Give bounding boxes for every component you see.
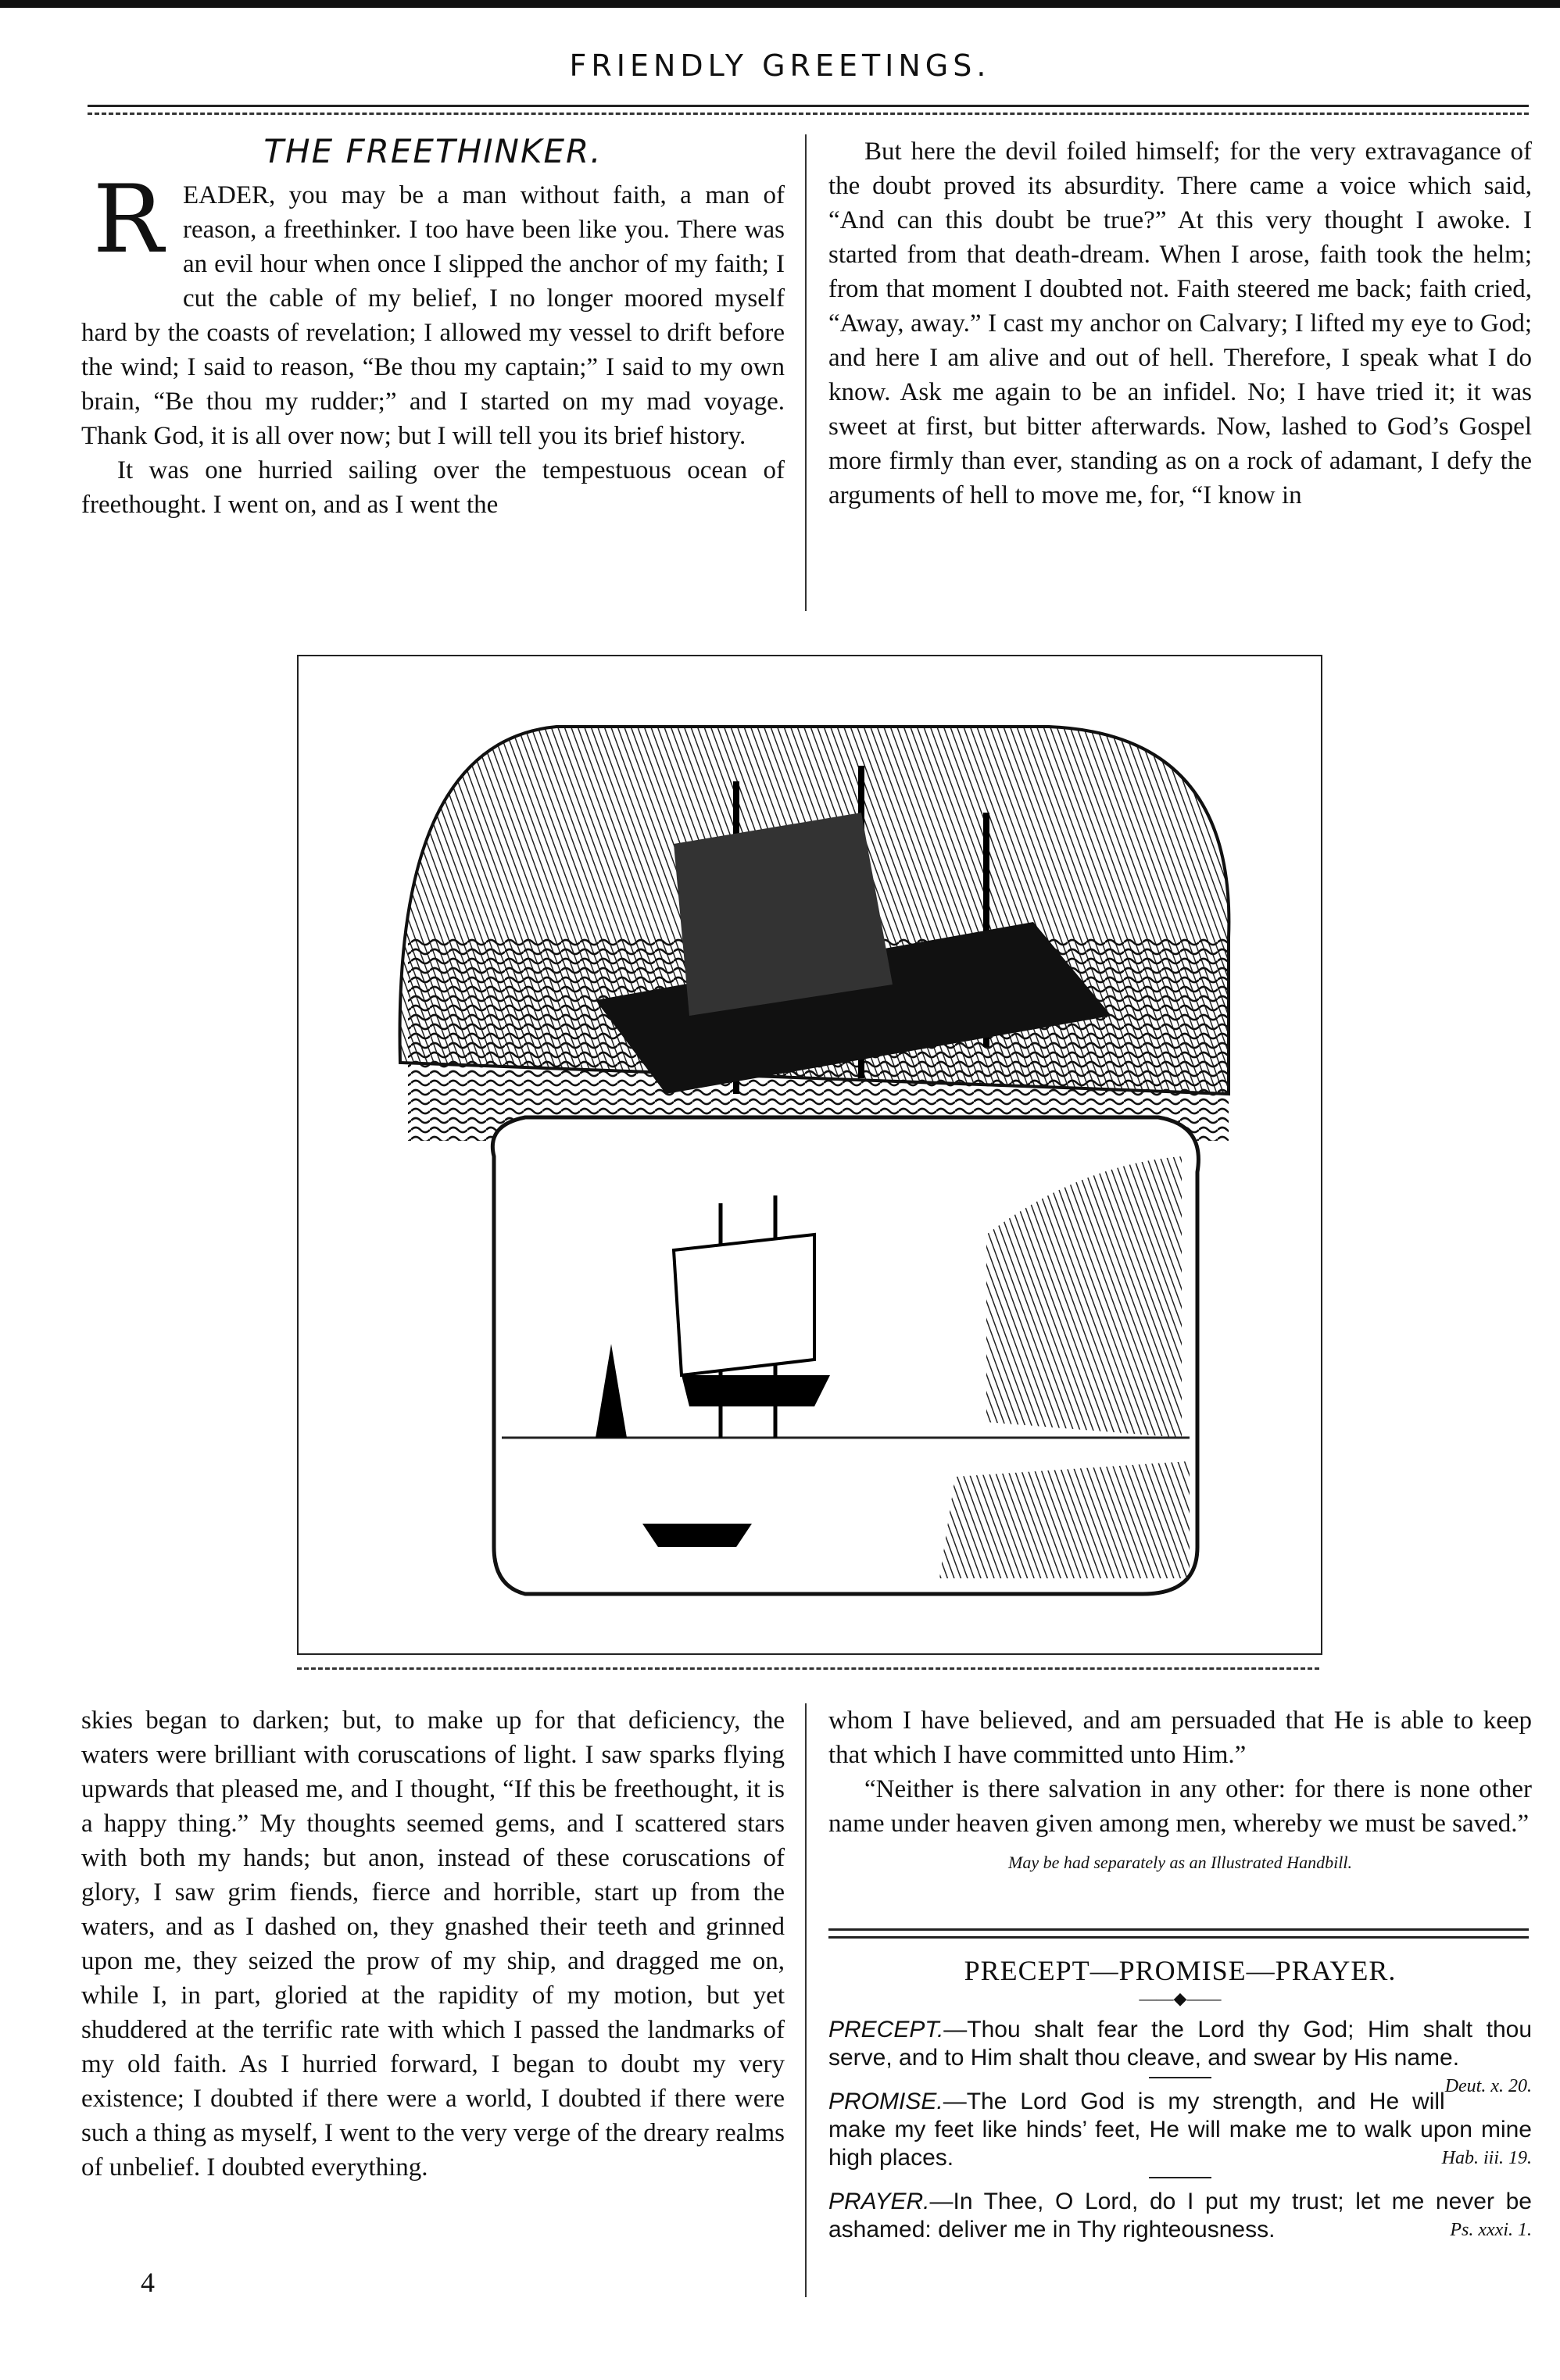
precept-separator <box>1149 2077 1211 2078</box>
article-column-2 <box>828 134 1532 513</box>
prayer-block <box>828 2188 1532 2244</box>
top-border <box>0 0 1560 8</box>
ppp-rule-1 <box>828 1928 1529 1931</box>
paragraph-1: EADER, you may be a man without faith, a man of reason, a freethinker. I too have been like you. There was an evil hour when once I slipped the anchor of my faith; I cut the cable of my belief, I no longer moored myself hard by the coasts of revelation; I allowed my vessel to drift before the wind; I said to reason, “Be thou my captain;” I said to my own brain, “Be thou my rudder;” and I started on my mad voyage. Thank God, it is all over now; but I will tell you its brief history. <box>81 181 785 450</box>
prayer-ref: Ps. xxxi. 1. <box>1450 2220 1532 2240</box>
article-title: THE FREETHINKER. <box>263 132 603 170</box>
paragraph-5: whom I have believed, and am persuaded that He is able to keep that which I have committed unto Him.” <box>828 1706 1532 1769</box>
prayer-text: —In Thee, O Lord, do I put my trust; let me never be ashamed: deliver me in Thy righteousness. <box>828 2189 1532 2242</box>
illustration-rule-bottom <box>297 1667 1319 1670</box>
page-header: FRIENDLY GREETINGS. <box>569 48 991 83</box>
article-column-1 <box>81 134 785 522</box>
ppp-section <box>828 1953 1532 2244</box>
column-divider-top <box>805 134 807 611</box>
article-column-3 <box>81 1703 785 2185</box>
paragraph-4: skies began to darken; but, to make up for that deficiency, the waters were brilliant with coruscations of light. I saw sparks flying upwards that pleased me, and I thought, “If this be freethought, it is a happy thing.” My thoughts seemed gems, and I scattered stars with both my hands; but anon, instead of these coruscations of glory, I saw grim fiends, fierce and horrible, start up from the waters, and as I dashed on, they gnashed their teeth and grinned upon me, they seized the prow of my ship, and dragged me on, while I, in part, gloried at the rapidity of my motion, but yet shuddered at the terrific rate with which I passed the landmarks of my old faith. As I hurried forward, I began to doubt my very existence; I doubted if there were a world, I doubted if there were such a thing as myself, I went to the very verge of the dreary realms of unbelief. I doubted everything. <box>81 1706 785 2182</box>
handbill-credit: May be had separately as an Illustrated Handbill. <box>1008 1853 1352 1872</box>
paragraph-6: “Neither is there salvation in any other: for there is none other name under heaven given among men, whereby we must be saved.” <box>828 1775 1532 1838</box>
header-rule-2 <box>88 113 1529 115</box>
drop-cap: R <box>92 166 164 274</box>
prayer-label: PRAYER. <box>828 2189 930 2214</box>
ship-illustration <box>297 655 1322 1655</box>
ship-in-storm-engraving-icon <box>299 656 1321 1653</box>
paragraph-3: But here the devil foiled himself; for the very extravagance of the doubt proved its absurdity. There came a voice which said, “And can this doubt be true?” At this very thought I awoke. I started from that death-dream. When I arose, faith took the helm; from that moment I doubted not. Faith steered me back; faith cried, “Away, away.” I cast my anchor on Calvary; I lifted my eye to God; and here I am alive and out of hell. Therefore, I speak what I do know. Ask me again to be an infidel. No; I have tried it; it was sweet at first, but bitter afterwards. Now, lashed to God’s Gospel more firmly than ever, standing as on a rock of adamant, I defy the arguments of hell to move me, for, “I know in <box>828 138 1532 509</box>
precept-block <box>828 2016 1532 2096</box>
paragraph-2: It was one hurried sailing over the tempestuous ocean of freethought. I went on, and as I went the <box>81 456 785 519</box>
ornament-divider: ——◆—— <box>1139 1989 1222 2008</box>
promise-ref: Hab. iii. 19. <box>1441 2148 1532 2168</box>
precept-ref: Deut. x. 20. <box>1444 2076 1532 2096</box>
page-number: 4 <box>141 2267 155 2298</box>
precept-text: —Thou shalt fear the Lord thy God; Him shalt thou serve, and to Him shalt thou cleave, and swear by His name. <box>828 2017 1532 2071</box>
promise-label: PROMISE. <box>828 2089 943 2114</box>
article-column-4 <box>828 1703 1532 1880</box>
promise-block <box>828 2088 1532 2172</box>
promise-text: —The Lord God is my strength, and He will make my feet like hinds’ feet, He will make me to walk upon mine high places. <box>828 2089 1532 2171</box>
precept-label: PRECEPT. <box>828 2017 944 2042</box>
promise-separator <box>1149 2177 1211 2178</box>
ppp-rule-2 <box>828 1936 1529 1939</box>
header-rule-1 <box>88 105 1529 107</box>
ppp-heading: PRECEPT—PROMISE—PRAYER. <box>964 1955 1397 1986</box>
column-divider-bottom <box>805 1703 807 2297</box>
